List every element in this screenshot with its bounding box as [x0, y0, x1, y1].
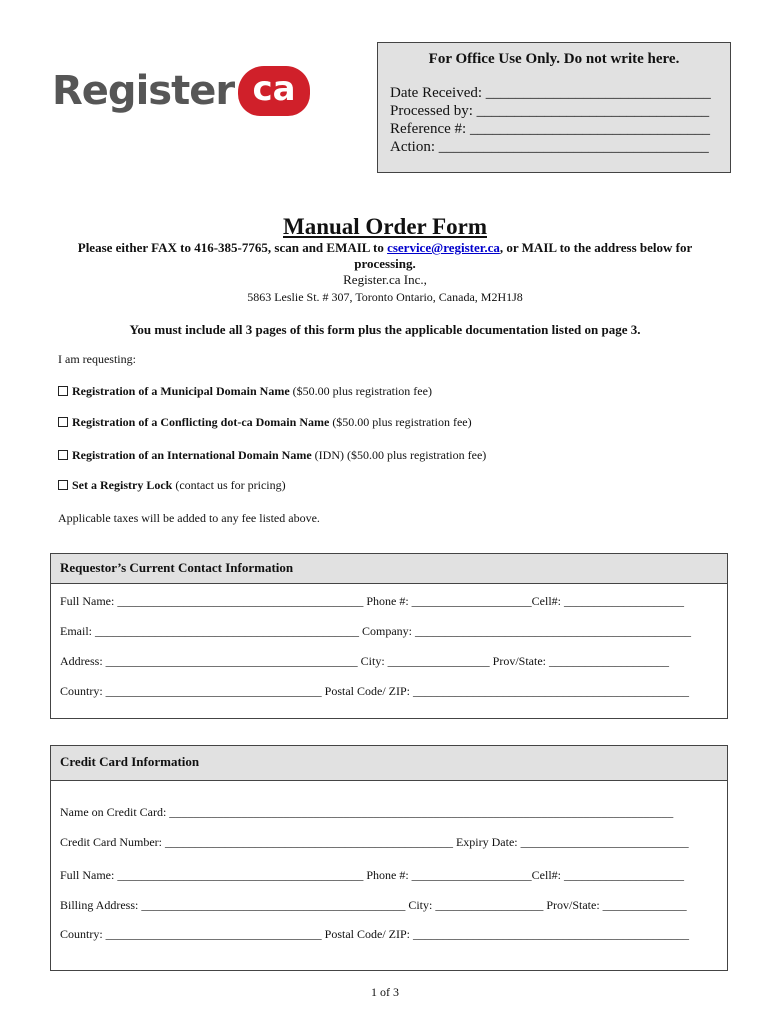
option-detail: ($50.00 plus registration fee): [289, 384, 432, 398]
processed-by-line: Processed by: _______________________________: [390, 103, 710, 119]
form-title: Manual Order Form: [283, 214, 487, 239]
option-label: Registration of an International Domain Name: [72, 448, 312, 462]
option-detail: (IDN) ($50.00 plus registration fee): [311, 448, 487, 462]
option-conflicting[interactable]: [58, 415, 472, 430]
credit-card-section: [50, 745, 728, 971]
credit-row-billing-address[interactable]: Billing Address: ____________________________________________ City: __________________ Prov/State: ______________: [60, 898, 687, 912]
option-registry-lock[interactable]: [58, 478, 286, 493]
contact-row-name-phone[interactable]: Full Name: _________________________________________ Phone #: ____________________Cell#: ____________________: [60, 594, 684, 608]
contact-info-heading: Requestor’s Current Contact Information: [51, 554, 727, 584]
option-detail: (contact us for pricing): [172, 478, 286, 492]
credit-row-name-phone[interactable]: Full Name: _________________________________________ Phone #: ____________________Cell#: ____________________: [60, 868, 684, 882]
office-use-box: [377, 42, 731, 173]
instructions-text-2: , or MAIL to the address below for processing.: [354, 240, 693, 271]
reference-line: Reference #: ________________________________: [390, 121, 710, 137]
option-idn[interactable]: [58, 448, 486, 463]
email-link[interactable]: cservice@register.ca: [387, 240, 500, 255]
checkbox[interactable]: [58, 480, 68, 490]
checkbox[interactable]: [58, 450, 68, 460]
option-label: Registration of a Municipal Domain Name: [72, 384, 290, 398]
option-label: Registration of a Conflicting dot-ca Domain Name: [72, 415, 330, 429]
checkbox[interactable]: [58, 386, 68, 396]
register-ca-logo: [52, 66, 310, 116]
option-label: Set a Registry Lock: [72, 478, 173, 492]
action-line: Action: ____________________________________: [390, 139, 709, 155]
date-received-line: Date Received: ______________________________: [390, 85, 711, 101]
taxes-note: Applicable taxes will be added to any fee listed above.: [58, 511, 320, 525]
must-include-notice: You must include all 3 pages of this form plus the applicable documentation listed on page 3.: [129, 322, 641, 337]
requesting-label: I am requesting:: [58, 352, 136, 366]
page-number: 1 of 3: [371, 985, 399, 999]
company-name: Register.ca Inc.,: [343, 272, 427, 287]
contact-row-email-company[interactable]: Email: ____________________________________________ Company: ______________________________________________: [60, 624, 691, 638]
option-detail: ($50.00 plus registration fee): [329, 415, 472, 429]
instructions-text-1: Please either FAX to 416-385-7765, scan and EMAIL to: [77, 240, 388, 255]
submission-instructions: [0, 240, 770, 272]
credit-card-heading: Credit Card Information: [51, 746, 727, 781]
option-municipal[interactable]: [58, 384, 432, 399]
logo-text: Register: [52, 68, 235, 114]
company-address: 5863 Leslie St. # 307, Toronto Ontario, Canada, M2H1J8: [247, 290, 523, 304]
office-use-title: For Office Use Only. Do not write here.: [428, 51, 680, 67]
credit-row-name-on-card[interactable]: Name on Credit Card: ____________________________________________________________________________________: [60, 805, 674, 819]
contact-info-section: [50, 553, 728, 719]
credit-row-country[interactable]: Country: ____________________________________ Postal Code/ ZIP: ______________________________________________: [60, 927, 690, 941]
credit-row-card-number[interactable]: Credit Card Number: ________________________________________________ Expiry Date: ____________________________: [60, 835, 689, 849]
logo-ca-badge: ca: [238, 66, 310, 116]
contact-row-address[interactable]: Address: __________________________________________ City: _________________ Prov/State: ____________________: [60, 654, 669, 668]
checkbox[interactable]: [58, 417, 68, 427]
contact-row-country[interactable]: Country: ____________________________________ Postal Code/ ZIP: ______________________________________________: [60, 684, 690, 698]
